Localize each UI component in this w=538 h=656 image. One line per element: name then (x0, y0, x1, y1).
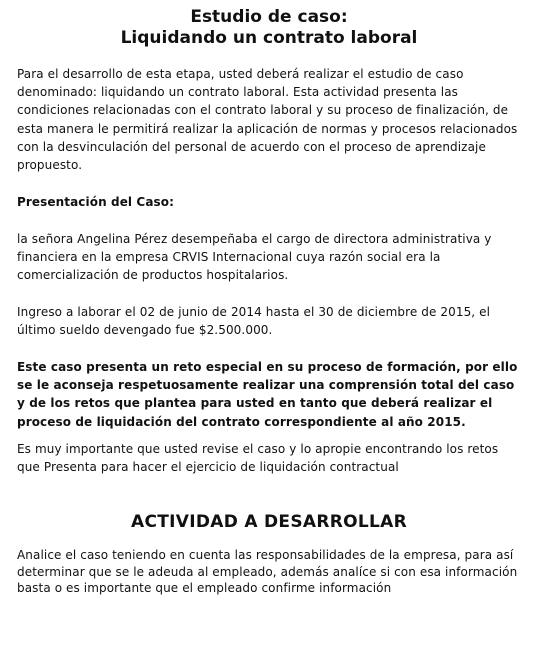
case-description-paragraph: la señora Angelina Pérez desempeñaba el cargo de directora administrativa y financiera en la empresa CRVIS Internacional cuya razón social era la comercialización de productos hospitalarios. (17, 232, 492, 283)
document-subtitle: Liquidando un contrato laboral (120, 28, 418, 48)
importance-paragraph: Es muy importante que usted revise el caso y lo apropie encontrando los retos que Presenta para hacer el ejercicio de liquidación contractual (17, 442, 499, 475)
document-title: Estudio de caso: (190, 7, 348, 27)
challenge-paragraph: Este caso presenta un reto especial en su proceso de formación, por ello se le aconseja respetuosamente realizar una comprensión total del caso y de los retos que plantea para usted en tanto que deberá realizar el proceso de liquidación del contrato correspondiente al año 2015. (17, 360, 518, 429)
activity-heading: ACTIVIDAD A DESARROLLAR (131, 512, 407, 532)
activity-paragraph: Analice el caso teniendo en cuenta las responsabilidades de la empresa, para así determinar que se le adeuda al empleado, además analíce si con esa información basta o es importante que el empleado confirme información (17, 548, 518, 595)
case-dates-paragraph: Ingreso a laborar el 02 de junio de 2014 hasta el 30 de diciembre de 2015, el último sueldo devengado fue $2.500.000. (17, 305, 491, 338)
intro-paragraph: Para el desarrollo de esta etapa, usted deberá realizar el estudio de caso denominado: liquidando un contrato laboral. Esta actividad presenta las condiciones relacionadas con el contrato laboral y su proceso de finalización, de esta manera le permitirá realizar la aplicación de normas y procesos relacionados con la desvinculación del personal de acuerdo con el proceso de aprendizaje propuesto. (17, 67, 518, 173)
case-label: Presentación del Caso: (17, 195, 175, 209)
